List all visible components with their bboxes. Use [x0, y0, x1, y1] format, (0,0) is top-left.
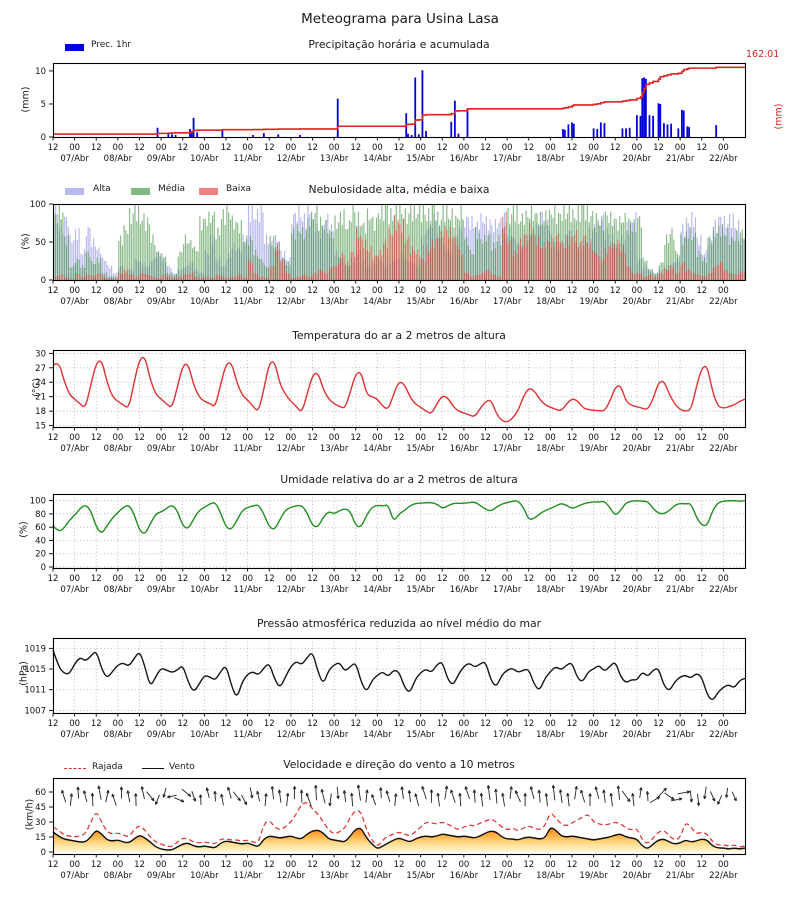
figure-title: Meteograma para Usina Lasa [301, 11, 499, 27]
y-axis-unit-cloud: (%) [20, 233, 32, 250]
y-axis-unit-wind: (km/h) [24, 798, 36, 831]
cloud-chart-title: Nebulosidade alta, média e baixa [308, 183, 490, 196]
wind-chart-title: Velocidade e direção do vento a 10 metros [283, 758, 515, 771]
accum-total-label: 162.01 [746, 49, 780, 60]
precip-legend-label: Prec. 1hr [91, 40, 132, 50]
humidity-chart-title: Umidade relativa do ar a 2 metros de altura [280, 473, 518, 486]
y-axis-unit-precip: (mm) [20, 86, 32, 113]
precip-chart-title: Precipitação horária e acumulada [308, 38, 490, 51]
right-axis-unit-accum: (mm) [773, 103, 785, 130]
cloud-legend-label-baixa: Baixa [226, 184, 252, 194]
y-axis-unit-pressure: (hPa) [18, 661, 30, 686]
temp-chart-title: Temperatura do ar a 2 metros de altura [292, 329, 506, 342]
cloud-legend-label-media: Média [158, 184, 186, 194]
cloud-legend-label-alta: Alta [93, 184, 111, 194]
y-axis-unit-humidity: (%) [18, 521, 30, 538]
wind-legend-label-rajada: Rajada [92, 762, 123, 772]
pressure-chart-title: Pressão atmosférica reduzida ao nível médio do mar [256, 617, 542, 630]
y-axis-unit-temp: (°C) [31, 378, 43, 397]
wind-legend-label-vento: Vento [169, 762, 195, 772]
